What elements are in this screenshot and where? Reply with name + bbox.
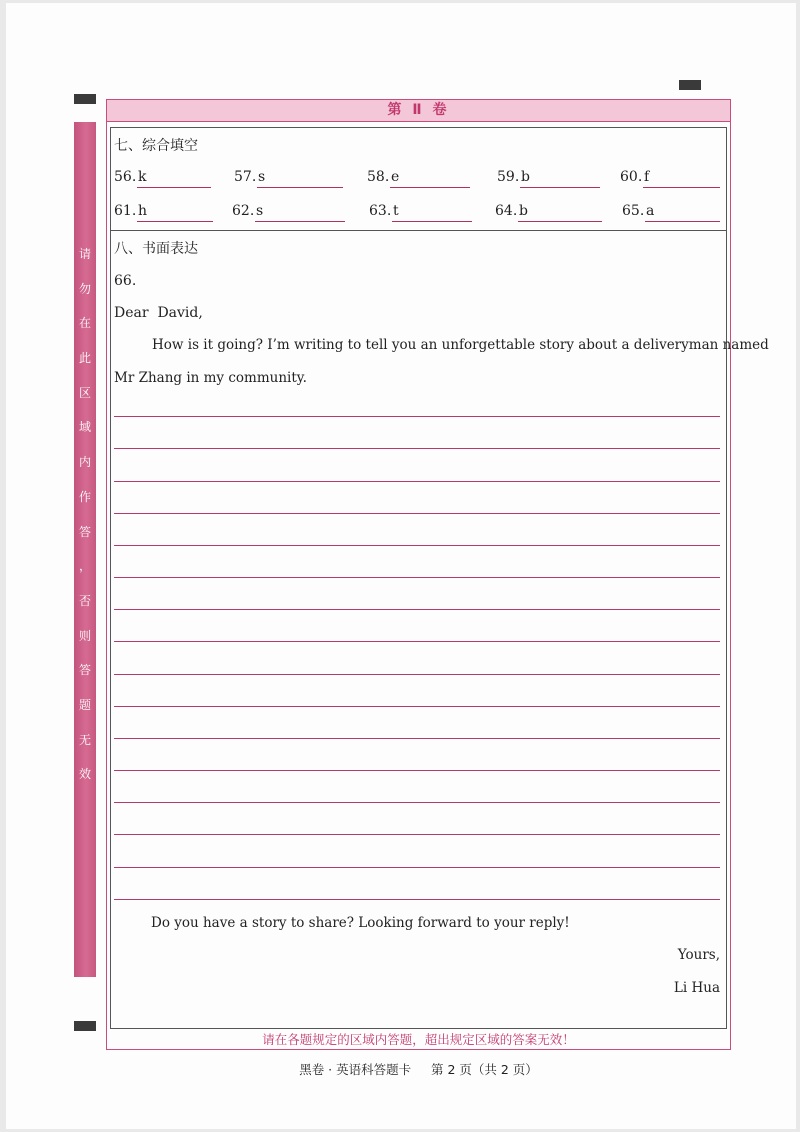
blank-underline <box>137 187 211 188</box>
side-char: 题 <box>78 697 91 712</box>
writing-line[interactable] <box>114 545 720 546</box>
side-char: 勿 <box>78 281 91 296</box>
section-divider <box>110 230 727 231</box>
blank-underline <box>645 221 720 222</box>
side-char: 此 <box>78 351 91 366</box>
part7-title: 七、综合填空 <box>114 138 198 154</box>
side-char: 域 <box>78 420 91 435</box>
blank-number: 63. <box>369 203 392 219</box>
side-char: 作 <box>78 489 91 504</box>
blank-answer[interactable]: h <box>138 203 148 219</box>
letter-signoff: Yours, <box>677 947 720 963</box>
section-header: 第 Ⅱ 卷 <box>106 99 731 122</box>
side-char: 则 <box>78 628 91 643</box>
side-char: 效 <box>78 767 91 782</box>
page-footer: 黑卷 · 英语科答题卡 第 2 页（共 2 页） <box>299 1062 538 1077</box>
writing-line[interactable] <box>114 674 720 675</box>
blank-number: 56. <box>114 169 137 185</box>
letter-closing: Do you have a story to share? Looking forward to your reply! <box>151 915 570 931</box>
blank-underline <box>643 187 720 188</box>
blank-number: 61. <box>114 203 137 219</box>
blank-answer[interactable]: s <box>258 169 266 185</box>
side-char: 答 <box>78 663 91 678</box>
blank-underline <box>518 221 602 222</box>
blank-number: 62. <box>232 203 255 219</box>
writing-line[interactable] <box>114 770 720 771</box>
side-char: 区 <box>78 385 91 400</box>
side-char: 无 <box>78 732 91 747</box>
alignment-mark-top-left <box>74 94 96 104</box>
blank-answer[interactable]: k <box>138 169 147 185</box>
blank-answer[interactable]: t <box>393 203 399 219</box>
blank-answer[interactable]: e <box>391 169 400 185</box>
alignment-mark-top-right <box>679 80 701 90</box>
side-char: 在 <box>78 316 91 331</box>
blank-number: 64. <box>495 203 518 219</box>
part8-title: 八、书面表达 <box>114 241 198 257</box>
blank-underline <box>137 221 213 222</box>
writing-line[interactable] <box>114 738 720 739</box>
writing-line[interactable] <box>114 513 720 514</box>
side-warning-text <box>74 122 96 977</box>
letter-opening-line-1: How is it going? I’m writing to tell you an unforgettable story about a deliveryman named <box>152 337 769 353</box>
writing-line[interactable] <box>114 641 720 642</box>
side-char: 否 <box>78 593 91 608</box>
blank-answer[interactable]: s <box>256 203 264 219</box>
side-char: 答 <box>78 524 91 539</box>
blank-answer[interactable]: f <box>644 169 650 185</box>
writing-line[interactable] <box>114 577 720 578</box>
writing-line[interactable] <box>114 834 720 835</box>
writing-line[interactable] <box>114 802 720 803</box>
letter-greeting: Dear David, <box>114 305 203 321</box>
writing-line[interactable] <box>114 481 720 482</box>
blank-underline <box>392 221 472 222</box>
answer-box <box>110 127 727 1029</box>
blank-underline <box>255 221 345 222</box>
blank-underline <box>520 187 600 188</box>
boundary-warning: 请在各题规定的区域内答题，超出规定区域的答案无效！ <box>262 1032 575 1047</box>
writing-line[interactable] <box>114 706 720 707</box>
blank-answer[interactable]: b <box>519 203 528 219</box>
alignment-mark-bottom-left <box>74 1021 96 1031</box>
letter-opening-line-2: Mr Zhang in my community. <box>114 370 307 386</box>
blank-number: 58. <box>367 169 390 185</box>
blank-answer[interactable]: a <box>646 203 655 219</box>
question-number: 66. <box>114 273 137 289</box>
letter-signature: Li Hua <box>673 980 720 996</box>
blank-underline <box>257 187 343 188</box>
blank-answer[interactable]: b <box>521 169 530 185</box>
writing-line[interactable] <box>114 448 720 449</box>
blank-underline <box>390 187 470 188</box>
side-char: 内 <box>78 455 91 470</box>
blank-number: 65. <box>622 203 645 219</box>
writing-line[interactable] <box>114 867 720 868</box>
writing-line[interactable] <box>114 609 720 610</box>
blank-number: 59. <box>497 169 520 185</box>
side-char: 请 <box>78 247 91 261</box>
writing-line[interactable] <box>114 899 720 900</box>
writing-line[interactable] <box>114 416 720 417</box>
side-char: ， <box>78 559 91 574</box>
blank-number: 57. <box>234 169 257 185</box>
blank-number: 60. <box>620 169 643 185</box>
